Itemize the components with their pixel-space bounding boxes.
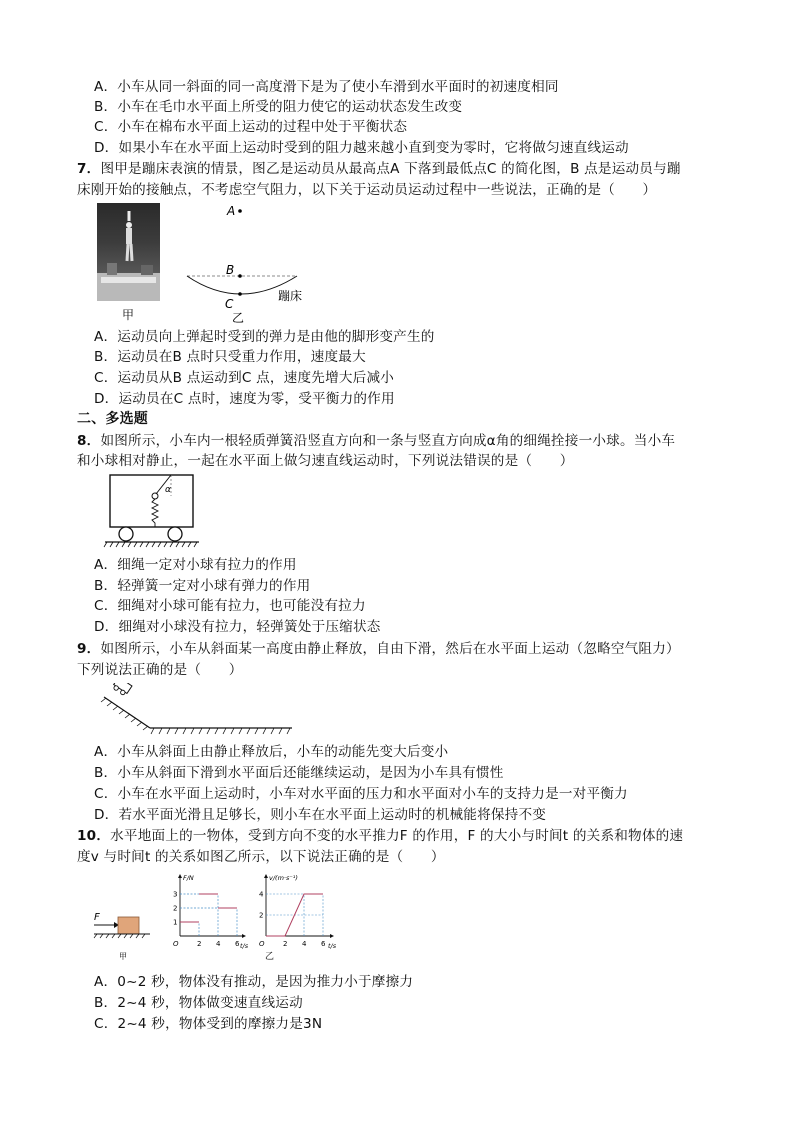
gymnast-silhouette bbox=[97, 203, 160, 301]
q10-option-b: B．2~4 秒，物体做变速直线运动 bbox=[94, 995, 303, 1011]
ball bbox=[152, 493, 158, 499]
q10-stem-line1 bbox=[77, 826, 683, 846]
cart-wheel-left bbox=[119, 527, 133, 541]
q9-option-a: A．小车从斜面上由静止释放后，小车的动能先变大后变小 bbox=[94, 744, 449, 760]
q9-option-c: C．小车在水平面上运动时，小车对水平面的压力和水平面对小车的支持力是一对平衡力 bbox=[94, 786, 628, 802]
q9-incline-diagram bbox=[96, 683, 296, 738]
x-tick-label: 4 bbox=[302, 940, 307, 948]
q7-option-a: A．运动员向上弹起时受到的弹力是由他的脚形变产生的 bbox=[94, 329, 435, 345]
q8-option-b: B．轻弹簧一定对小球有弹力的作用 bbox=[94, 578, 311, 594]
y-tick-label: 2 bbox=[259, 911, 264, 920]
q8-number: 8． bbox=[77, 433, 101, 449]
q7-option-b: B．运动员在B 点时只受重力作用，速度最大 bbox=[94, 349, 366, 365]
incline-hatching bbox=[101, 698, 148, 730]
y-axis-arrow bbox=[178, 874, 182, 878]
origin-label: O bbox=[173, 940, 179, 948]
q7-fig-yi-label: 乙 bbox=[232, 311, 245, 325]
point-b-label: B bbox=[226, 263, 235, 277]
x-axis-arrow bbox=[242, 934, 246, 938]
q8-stem-text: 如图所示，小车内一根轻质弹簧沿竖直方向和一条与竖直方向成α角的细绳拴接一小球。当小车 bbox=[100, 433, 676, 449]
q9-option-d: D．若水平面光滑且足够长，则小车在水平面上运动时的机械能将保持不变 bbox=[94, 807, 547, 823]
q9-number: 9． bbox=[77, 641, 101, 657]
x-tick-label: 6 bbox=[321, 940, 326, 948]
alpha-label: α bbox=[165, 485, 171, 495]
cart-on-incline bbox=[112, 683, 132, 697]
x-tick-label: 2 bbox=[197, 940, 202, 948]
section-multiple-choice-heading: 二、多选题 bbox=[77, 411, 148, 427]
point-c-dot bbox=[238, 292, 242, 296]
incline-surface bbox=[104, 697, 150, 728]
origin-label: O bbox=[259, 940, 265, 948]
block bbox=[118, 917, 139, 934]
velocity-time-graph bbox=[252, 870, 342, 950]
x-tick-label: 4 bbox=[216, 940, 221, 948]
q9-stem-line2: 下列说法正确的是（ ） bbox=[77, 662, 243, 678]
q6-option-c: C．小车在棉布水平面上运动的过程中处于平衡状态 bbox=[94, 119, 408, 135]
y-axis-label: v/(m·s⁻¹) bbox=[269, 874, 298, 882]
q10-stem-text: 水平地面上的一物体，受到方向不变的水平推力F 的作用，F 的大小与时间t 的关系和物体的速 bbox=[110, 828, 684, 844]
q7-stem-line1 bbox=[77, 159, 681, 179]
q9-stem-text: 如图所示，小车从斜面某一高度由静止释放，自由下滑，然后在水平面上运动（忽略空气阻力） bbox=[100, 641, 680, 657]
q6-option-d: D．如果小车在水平面上运动时受到的阻力越来越小直到变为零时，它将做匀速直线运动 bbox=[94, 140, 629, 156]
cart-wheel-right bbox=[168, 527, 182, 541]
q10-option-a: A．0~2 秒，物体没有推动，是因为推力小于摩擦力 bbox=[94, 974, 414, 990]
q7-option-d: D．运动员在C 点时，速度为零，受平衡力的作用 bbox=[94, 391, 395, 407]
y-axis-label: F/N bbox=[183, 874, 194, 882]
cart-body bbox=[110, 475, 193, 527]
q7-stem-text: 图甲是蹦床表演的情景，图乙是运动员从最高点A 下落到最低点C 的简化图，B 点是运动员与蹦 bbox=[100, 161, 681, 177]
q7-number: 7． bbox=[77, 161, 101, 177]
horizontal-hatching bbox=[151, 728, 290, 734]
q7-trajectory-diagram bbox=[180, 200, 320, 325]
y-tick-label: 1 bbox=[173, 918, 178, 927]
point-a-dot bbox=[238, 209, 242, 213]
q10-fig-jia-label: 甲 bbox=[119, 952, 127, 961]
x-tick-label: 6 bbox=[235, 940, 240, 948]
trampoline-label: 蹦床 bbox=[278, 289, 303, 303]
spring bbox=[152, 499, 158, 527]
q10-ground-hatching bbox=[94, 934, 145, 938]
y-tick-label: 3 bbox=[173, 890, 178, 899]
x-axis-label: t/s bbox=[240, 942, 249, 950]
point-a-label: A bbox=[227, 204, 236, 218]
x-tick-label: 2 bbox=[283, 940, 288, 948]
q6-option-a: A．小车从同一斜面的同一高度滑下是为了使小车滑到水平面时的初速度相同 bbox=[94, 79, 559, 95]
q10-number: 10． bbox=[77, 828, 111, 844]
x-axis-arrow bbox=[330, 934, 334, 938]
q8-stem-line2: 和小球相对静止，一起在水平面上做匀速直线运动时，下列说法错误的是（ ） bbox=[77, 453, 574, 469]
q7-fig-jia-label: 甲 bbox=[122, 308, 135, 322]
y-tick-label: 2 bbox=[173, 904, 178, 913]
q8-option-c: C．细绳对小球可能有拉力，也可能没有拉力 bbox=[94, 598, 366, 614]
trampoline-photo bbox=[97, 203, 160, 301]
ground-hatching bbox=[104, 542, 197, 547]
q7-stem-line2: 床刚开始的接触点，不考虑空气阻力，以下关于运动员运动过程中一些说法，正确的是（ ） bbox=[77, 182, 657, 198]
q10-stem-line2: 度v 与时间t 的关系如图乙所示，以下说法正确的是（ ） bbox=[77, 849, 445, 865]
q10-fig-yi-label: 乙 bbox=[265, 952, 275, 962]
q8-cart-diagram bbox=[103, 472, 203, 552]
q10-block-diagram bbox=[92, 905, 154, 965]
x-axis-label: t/s bbox=[328, 942, 337, 950]
q6-option-b: B．小车在毛巾水平面上所受的阻力使它的运动状态发生改变 bbox=[94, 99, 463, 115]
force-f-label: F bbox=[94, 912, 100, 923]
q9-option-b: B．小车从斜面下滑到水平面后还能继续运动，是因为小车具有惯性 bbox=[94, 765, 504, 781]
q7-option-c: C．运动员从B 点运动到C 点，速度先增大后减小 bbox=[94, 370, 395, 386]
y-axis-arrow bbox=[264, 874, 268, 878]
y-tick-label: 4 bbox=[259, 890, 264, 899]
force-time-graph bbox=[168, 870, 250, 950]
q8-option-d: D．细绳对小球没有拉力，轻弹簧处于压缩状态 bbox=[94, 619, 381, 635]
q9-stem-line1 bbox=[77, 639, 680, 659]
q8-option-a: A．细绳一定对小球有拉力的作用 bbox=[94, 557, 297, 573]
q10-option-c: C．2~4 秒，物体受到的摩擦力是3N bbox=[94, 1016, 323, 1032]
point-b-dot bbox=[238, 274, 242, 278]
q8-stem-line1 bbox=[77, 431, 675, 451]
point-c-label: C bbox=[225, 297, 234, 311]
